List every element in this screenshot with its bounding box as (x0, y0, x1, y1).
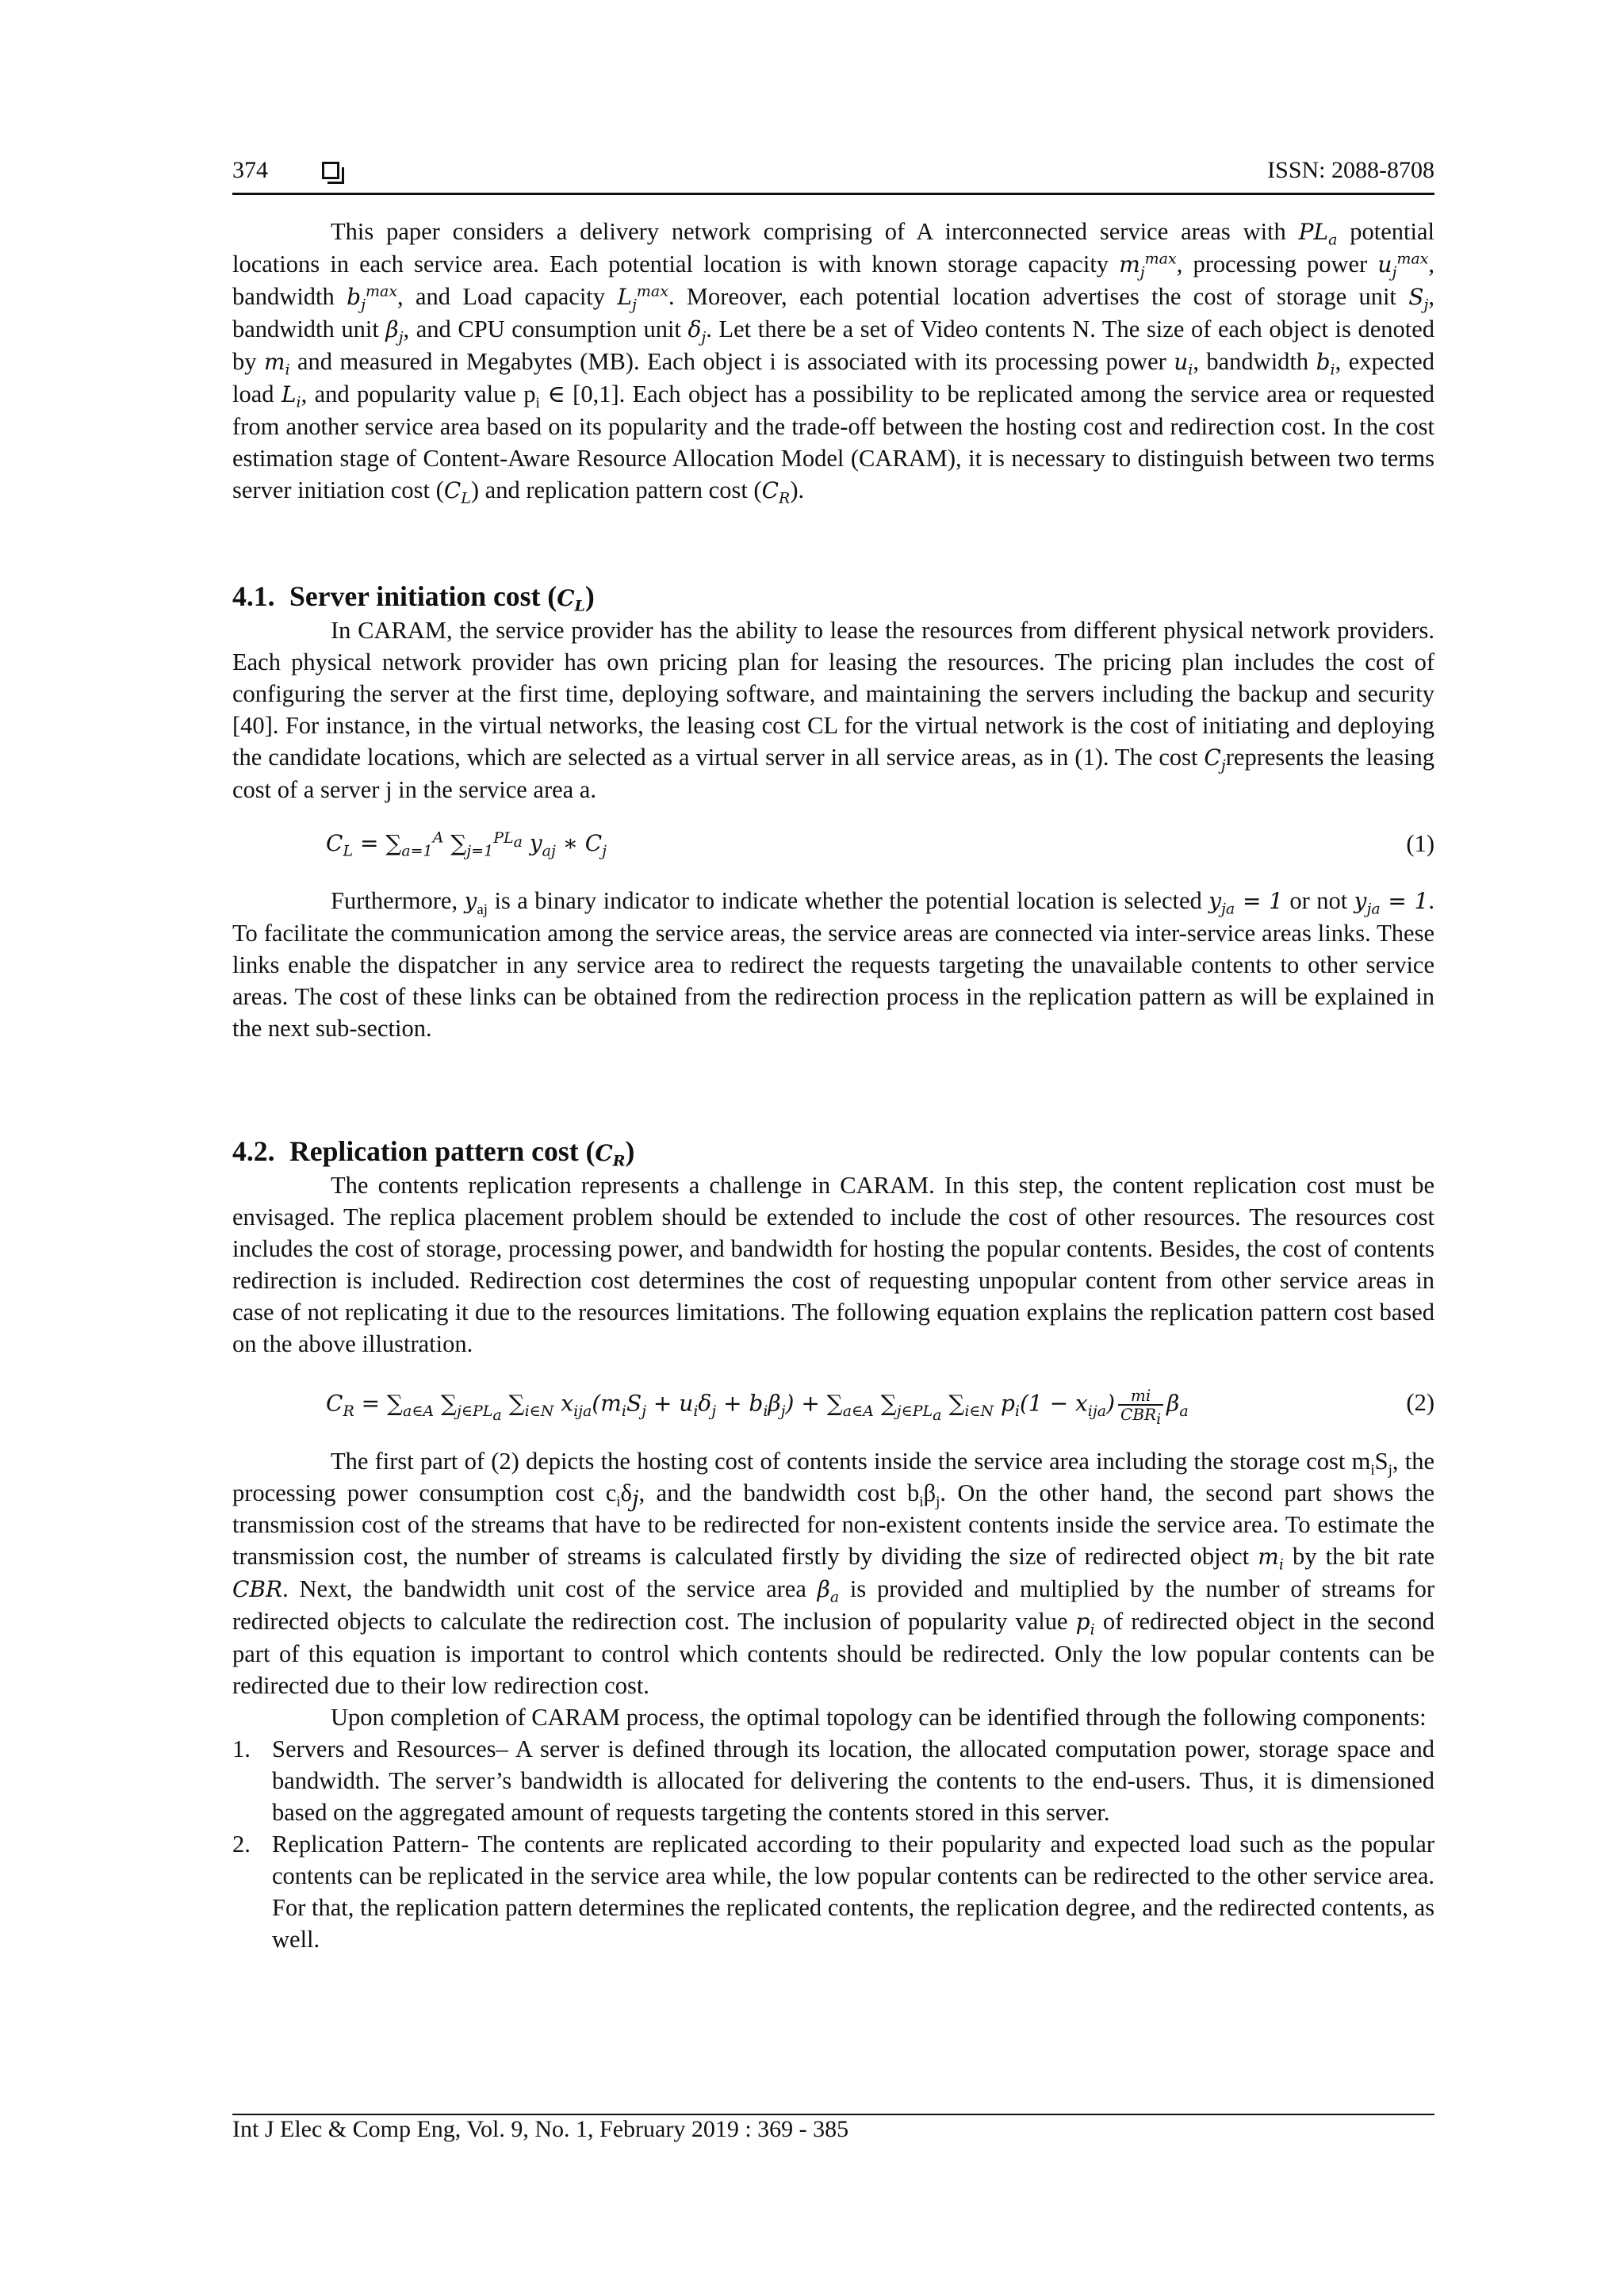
components-list (232, 1733, 1434, 1955)
section-heading-4-1: 4.1. Server initiation cost $(C_L)$ (232, 580, 595, 615)
footer-rule (232, 2114, 1434, 2115)
section-4-2 (232, 1135, 1434, 1955)
section-4-1-paragraph-1: In CARAM, the service provider has the ability to lease the resources from different physical network providers. Each physical network provider has own pricing plan for leasing the resources. The pricing plan includes the cost of configuring the server at the first time, deploying software, and maintaining the servers including the backup and security [40]. For instance, in the virtual networks, the leasing cost CL for the virtual network is the cost of initiating and deploying the candidate locations, which are selected as a virtual server in all service areas, as in (1). The cost $C_jrepresents$ the leasing cost of a server j in the service area a. (232, 617, 1434, 803)
section-heading-4-2: 4.2. Replication pattern cost $(C_R)$ (232, 1135, 635, 1170)
intro-section (232, 216, 1434, 507)
page-footer: Int J Elec & Comp Eng, Vol. 9, No. 1, February 2019 : 369 - 385 (232, 2116, 849, 2142)
section-4-2-paragraph-1: The contents replication represents a challenge in CARAM. In this step, the content replication cost must be envisaged. The replica placement problem should be extended to include the cost of other resources. The resources cost includes the cost of storage, processing power, and bandwidth for hosting the popular contents. Besides, the cost of contents redirection is included. Redirection cost determines the cost of requesting unpopular content from other service areas in case of not replicating it due to the resources limitations. The following equation explains the replication pattern cost based on the above illustration. (232, 1172, 1434, 1357)
equation-1-number: (1) (1406, 830, 1434, 857)
page-number: 374 (232, 157, 268, 183)
journal-issn: ISSN: 2088-8708 (1267, 157, 1434, 183)
section-4-1-paragraph-2: Furthermore, $y_{aj}$ is a binary indicator to indicate whether the potential location is selected $y_{ja} = 1$ or not $y_{ja} = 1$. To facilitate the communication among the service areas, the service areas are connected via inter-service areas links. These links enable the dispatcher in any service area to redirect the requests targeting the unavailable contents to other service areas. The cost of these links can be obtained from the redirection process in the replication pattern as will be explained in the next sub-section. (232, 887, 1435, 1042)
section-4-2-paragraph-2: The first part of (2) depicts the hosting cost of contents inside the service area including the storage cost $m_iS_j$, the processing power consumption cost $c_i\delta_j$, and the bandwidth cost $b_i\beta_j$. On the other hand, the second part shows the transmission cost of the streams that have to be redirected for non-existent contents inside the service area. To estimate the transmission cost, the number of streams is calculated firstly by dividing the size of redirected object $m_i$ by the bit rate CBR. Next, the bandwidth unit cost of the service area $\beta_a$ is provided and multiplied by the number of streams for redirected objects to calculate the redirection cost. The inclusion of popularity value $p_i$ of redirected object in the second part of this equation is important to control which contents should be redirected. Only the low popular contents can be redirected due to their low redirection cost. (232, 1448, 1435, 1699)
header-rule (232, 193, 1434, 195)
equation-1 (232, 821, 1434, 866)
intro-paragraph: This paper considers a delivery network comprising of A interconnected service areas with $PL_a$ potential locations in each service area. Each potential location is with known storage capacity $m_j^{max}$, processing power $u_j^{max}$, bandwidth $b_j^{max}$, and Load capacity $L_j^{max}$. Moreover, each potential location advertises the cost of storage unit $S_j$, bandwidth unit $\beta_j$, and CPU consumption unit $\delta_j$. Let there be a set of Video contents N. The size of each object is denoted by $m_i$ and measured in Megabytes (MB). Each object i is associated with its processing power $u_i$, bandwidth $b_i$, expected load $L_i$, and popularity value $p_i$ ∈ [0,1]. Each object has a possibility to be replicated among the service area or requested from another service area based on its popularity and the trade-off between the hosting cost and redirection cost. In the cost estimation stage of Content-Aware Resource Allocation Model (CARAM), it is necessary to distinguish between two terms server initiation cost $(C_L)$ and replication pattern cost $(C_R)$. (232, 218, 1435, 507)
list-item: 1. Servers and Resources– A server is defined through its location, the allocated computation power, storage space and bandwidth. The server’s bandwidth is allocated for delivering the contents to the end-users. Thus, it is dimensioned based on the aggregated amount of requests targeting the contents stored in this server. (232, 1735, 1434, 1826)
checkbox-square-icon (322, 162, 339, 179)
section-4-2-paragraph-3: Upon completion of CARAM process, the optimal topology can be identified through the following components: (331, 1704, 1427, 1731)
equation-2-expression: $C_R = \sum_{a\in A}$ $\sum_{j\in PL_a}$ $\sum_{i\in N}$ $x_{ija}(m_iS_j + u_i\delta_j + b_i\beta_j) + \sum_{a\in A}$ $\sum_{j\in PL_a}$ $\sum_{i\in N}$ $p_i(1 - x_{ija})$ $\frac{mi}{CBR_i}$ $\beta_a$ (326, 1386, 1189, 1428)
equation-2 (232, 1380, 1434, 1428)
page-header (232, 152, 1434, 190)
list-item: 2. Replication Pattern- The contents are replicated according to their popularity and expected load such as the popular contents can be replicated in the service area while, the low popular contents can be redirected to the other service area. For that, the replication pattern determines the replicated contents, the replication degree, and the redirected contents, as well. (232, 1831, 1434, 1953)
equation-2-number: (2) (1406, 1389, 1434, 1416)
equation-1-expression: $C_L = \sum_{a=1}^A$ $\sum_{j=1}^{PL_a}$ $y_{aj}$ ∗ $C_j$ (326, 828, 607, 860)
section-4-1 (232, 580, 1434, 1044)
